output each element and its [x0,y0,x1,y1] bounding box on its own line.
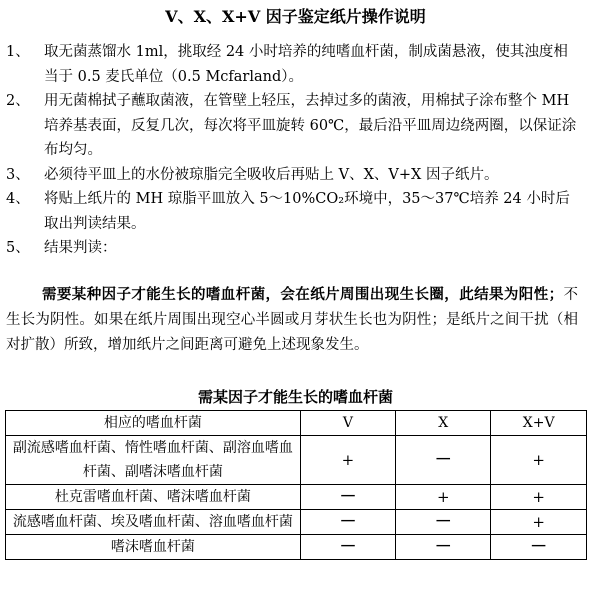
document-title: V、X、X+V 因子鉴定纸片操作说明 [165,7,426,26]
table-title: 需某因子才能生长的嗜血杆菌 [197,388,393,406]
x-result-cell: － [396,535,491,560]
v-result-cell: － [300,510,395,535]
step-item [6,187,578,236]
xv-result-cell: + [491,485,587,510]
xv-result-cell: + [491,436,587,485]
step-item [6,163,578,188]
step-number: 1、 [6,44,30,60]
table-row [6,485,587,510]
v-result-cell: － [300,535,395,560]
step-item [6,40,578,89]
step-item [6,89,578,163]
v-result-cell: + [300,436,395,485]
factor-table [5,410,587,560]
header-v: V [300,411,395,436]
species-cell: 嗜沫嗜血杆菌 [6,535,301,560]
step-item [6,236,578,261]
step-text: 必须待平皿上的水份被琼脂完全吸收后再贴上 V、X、V+X 因子纸片。 [44,166,499,183]
x-result-cell: － [396,510,491,535]
step-text: 结果判读： [44,240,117,256]
step-text: 用无菌棉拭子蘸取菌液，在管壁上轻压，去掉过多的菌液，用棉拭子涂布整个 MH 培养基表面，反复几次，每次将平皿旋转 60℃，最后沿平皿周边绕两圈，以保证涂布均匀。 [44,93,577,158]
step-number: 5、 [6,240,30,256]
xv-result-cell: － [491,535,587,560]
header-xv: X+V [491,411,587,436]
species-cell: 副流感嗜血杆菌、惰性嗜血杆菌、副溶血嗜血杆菌、副嗜沫嗜血杆菌 [6,436,301,485]
table-row [6,510,587,535]
steps-list [6,40,578,261]
xv-result-cell: + [491,510,587,535]
step-number: 3、 [6,166,30,183]
species-cell: 流感嗜血杆菌、埃及嗜血杆菌、溶血嗜血杆菌 [6,510,301,535]
result-interpretation [6,282,578,358]
step-number: 2、 [6,93,30,109]
x-result-cell: + [396,485,491,510]
result-negative-text: 不生长为阴性。如果在纸片周围出现空心半圆或月芽状生长也为阴性；是纸片之间干扰（相对扩散）所致，增加纸片之间距离可避免上述现象发生。 [6,287,579,353]
step-text: 取无菌蒸馏水 1ml，挑取经 24 小时培养的纯嗜血杆菌，制成菌悬液，使其浊度相当于 0.5 麦氏单位（0.5 Mcfarland）。 [44,44,568,85]
species-cell: 杜克雷嗜血杆菌、嗜沫嗜血杆菌 [6,485,301,510]
header-x: X [396,411,491,436]
header-species: 相应的嗜血杆菌 [6,411,301,436]
table-header-row [6,411,587,436]
x-result-cell: － [396,436,491,485]
step-number: 4、 [6,191,30,207]
v-result-cell: － [300,485,395,510]
table-row [6,535,587,560]
result-positive-text: 需要某种因子才能生长的嗜血杆菌，会在纸片周围出现生长圈，此结果为阳性； [42,286,564,303]
step-text: 将贴上纸片的 MH 琼脂平皿放入 5～10%CO₂环境中，35～37℃培养 24 小时后取出判读结果。 [44,191,570,232]
table-row [6,436,587,485]
